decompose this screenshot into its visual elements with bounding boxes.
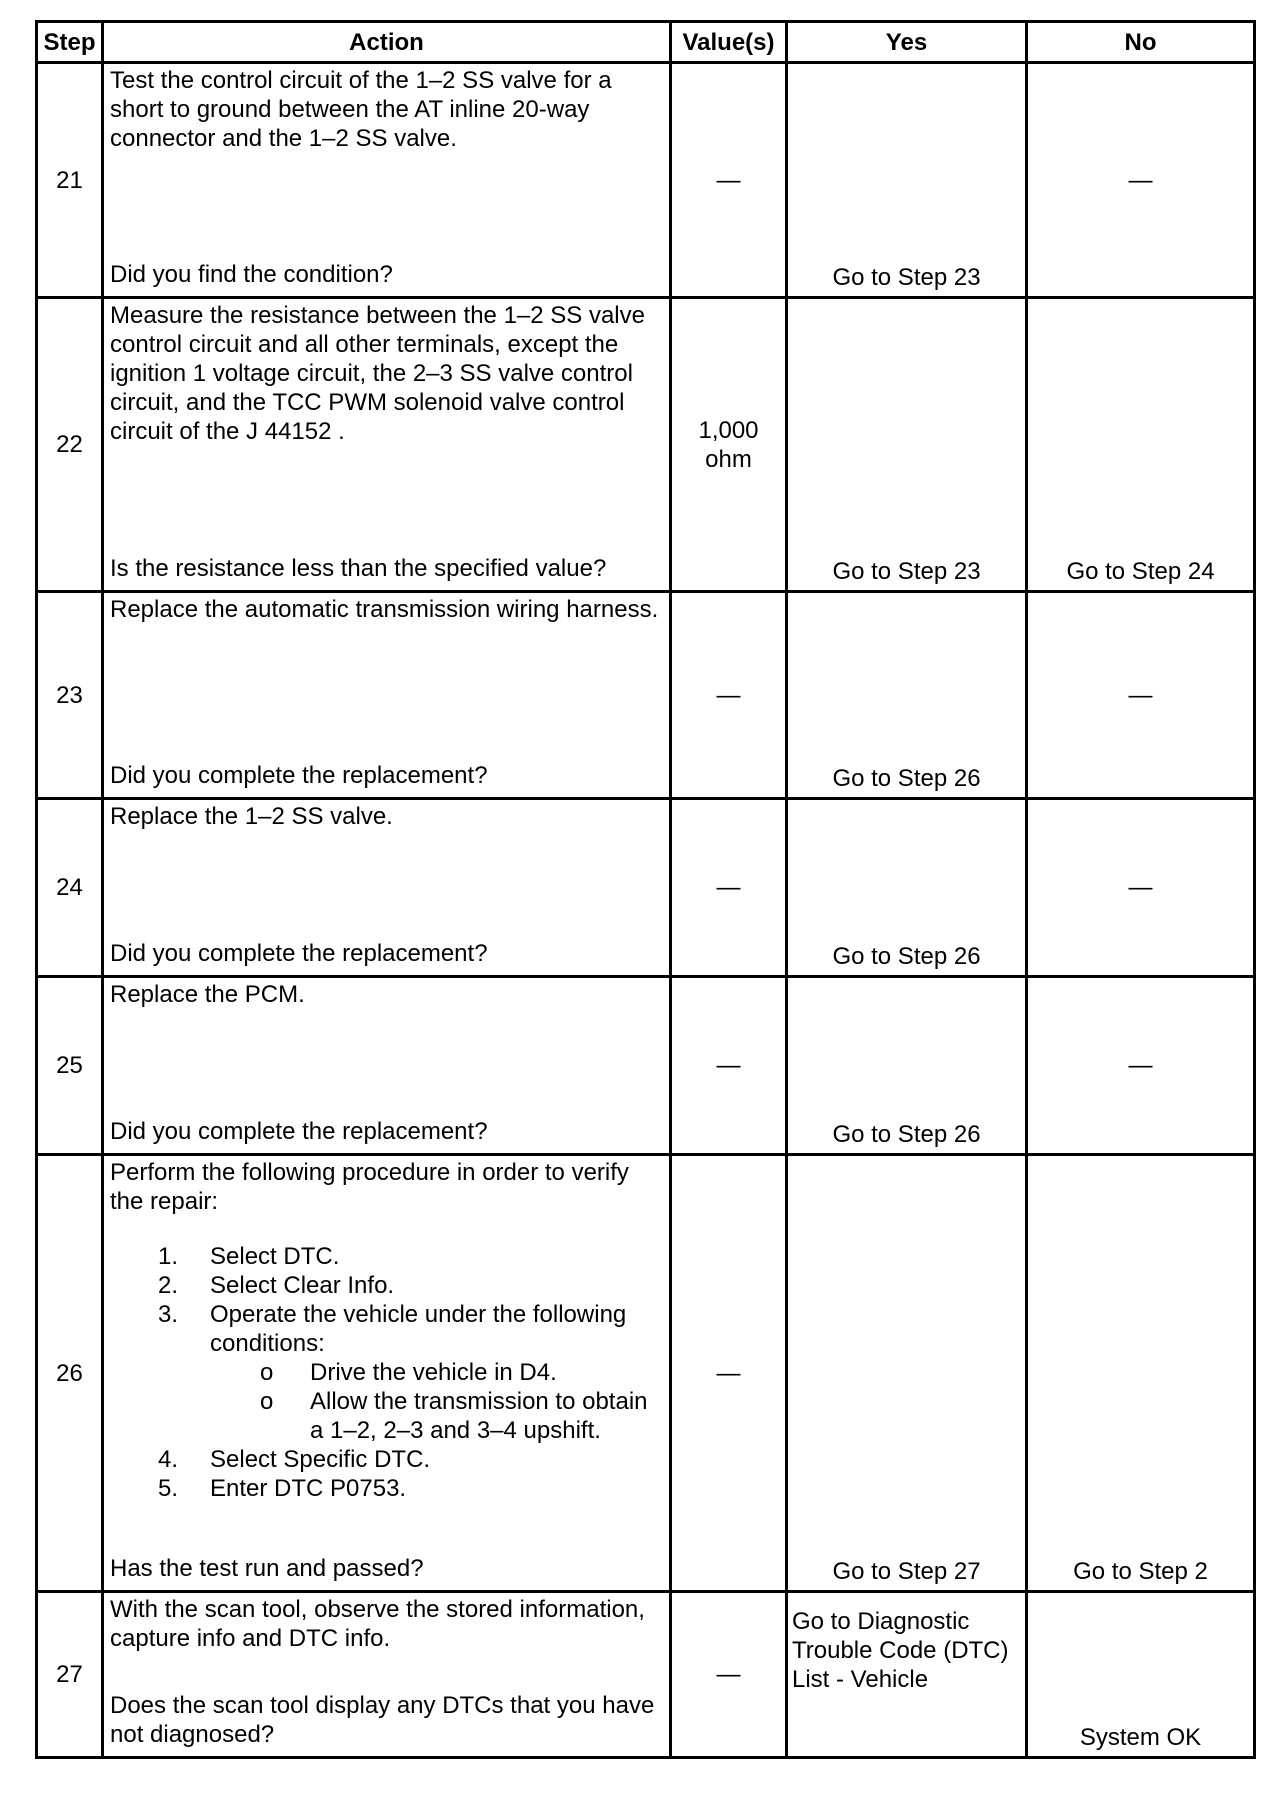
- action-text: Perform the following procedure in order to verify the repair:: [110, 1159, 629, 1215]
- yes-cell: Go to Step 26: [787, 592, 1027, 799]
- value-text: 1,000 ohm: [698, 416, 759, 473]
- no-cell: —: [1027, 977, 1255, 1155]
- action-question: Did you complete the replacement?: [110, 940, 488, 967]
- action-text: Measure the resistance between the 1–2 SS valve control circuit and all other terminals, except the ignition 1 voltage circuit, the 2–3 SS valve control circuit, and the TCC PWM solenoid valve control circuit of the J 44152 .: [110, 302, 645, 445]
- header-row: [37, 22, 1255, 63]
- no-cell: —: [1027, 799, 1255, 977]
- value-cell: —: [671, 799, 787, 977]
- table-row: [37, 977, 1255, 1155]
- list-item: 4. Select Specific DTC.: [158, 1446, 431, 1473]
- action-text: Replace the PCM.: [110, 981, 305, 1008]
- condition-list: [210, 1358, 663, 1445]
- action-cell: [103, 1592, 671, 1758]
- action-cell: [103, 1155, 671, 1592]
- step-number: 24: [37, 799, 103, 977]
- table-row: [37, 298, 1255, 592]
- action-question: Is the resistance less than the specified value?: [110, 555, 607, 582]
- no-cell: —: [1027, 63, 1255, 298]
- value-cell: —: [671, 63, 787, 298]
- action-cell: [103, 592, 671, 799]
- table-row: [37, 1592, 1255, 1758]
- no-cell: System OK: [1027, 1592, 1255, 1758]
- list-item: o Drive the vehicle in D4.: [260, 1359, 557, 1386]
- no-cell: —: [1027, 592, 1255, 799]
- action-text: Replace the automatic transmission wiring harness.: [110, 596, 659, 623]
- list-item: 1. Select DTC.: [158, 1243, 340, 1270]
- step-number: 22: [37, 298, 103, 592]
- list-item: 5. Enter DTC P0753.: [158, 1475, 407, 1502]
- header-no: No: [1027, 22, 1255, 63]
- yes-cell: Go to Step 23: [787, 298, 1027, 592]
- action-question: Did you find the condition?: [110, 261, 393, 288]
- table-row: [37, 1155, 1255, 1592]
- list-item: 2. Select Clear Info.: [158, 1272, 395, 1299]
- action-question: Has the test run and passed?: [110, 1555, 424, 1582]
- no-cell: Go to Step 2: [1027, 1155, 1255, 1592]
- header-action: Action: [103, 22, 671, 63]
- action-cell: [103, 298, 671, 592]
- value-cell: —: [671, 1592, 787, 1758]
- yes-cell: Go to Diagnostic Trouble Code (DTC) List - Vehicle: [787, 1592, 1027, 1758]
- action-cell: [103, 63, 671, 298]
- step-number: 23: [37, 592, 103, 799]
- action-text: With the scan tool, observe the stored information, capture info and DTC info.: [110, 1596, 645, 1652]
- value-cell: —: [671, 977, 787, 1155]
- action-question: Did you complete the replacement?: [110, 762, 488, 789]
- step-number: 21: [37, 63, 103, 298]
- step-number: 27: [37, 1592, 103, 1758]
- procedure-list: [110, 1242, 663, 1503]
- action-cell: [103, 977, 671, 1155]
- header-values: Value(s): [671, 22, 787, 63]
- step-number: 25: [37, 977, 103, 1155]
- value-cell: [671, 298, 787, 592]
- action-text: Test the control circuit of the 1–2 SS valve for a short to ground between the AT inline 20-way connector and the 1–2 SS valve.: [110, 67, 612, 152]
- table-row: [37, 63, 1255, 298]
- action-text: Replace the 1–2 SS valve.: [110, 803, 393, 830]
- value-cell: —: [671, 592, 787, 799]
- action-cell: [103, 799, 671, 977]
- header-yes: Yes: [787, 22, 1027, 63]
- diagnostic-table: [35, 20, 1256, 1759]
- step-number: 26: [37, 1155, 103, 1592]
- list-item: 3. Operate the vehicle under the following conditions: o Drive the vehicle in D4. o Allow the transmission to obtain a 1–2, 2–3 and 3–4 upshift.: [110, 1300, 663, 1445]
- action-question: Did you complete the replacement?: [110, 1118, 488, 1145]
- yes-cell: Go to Step 26: [787, 799, 1027, 977]
- table-row: [37, 592, 1255, 799]
- table-row: [37, 799, 1255, 977]
- yes-cell: Go to Step 23: [787, 63, 1027, 298]
- yes-cell: Go to Step 27: [787, 1155, 1027, 1592]
- header-step: Step: [37, 22, 103, 63]
- list-item: o Allow the transmission to obtain a 1–2, 2–3 and 3–4 upshift.: [260, 1388, 648, 1444]
- value-cell: —: [671, 1155, 787, 1592]
- action-question: Does the scan tool display any DTCs that you have not diagnosed?: [110, 1692, 655, 1748]
- no-cell: Go to Step 24: [1027, 298, 1255, 592]
- yes-cell: Go to Step 26: [787, 977, 1027, 1155]
